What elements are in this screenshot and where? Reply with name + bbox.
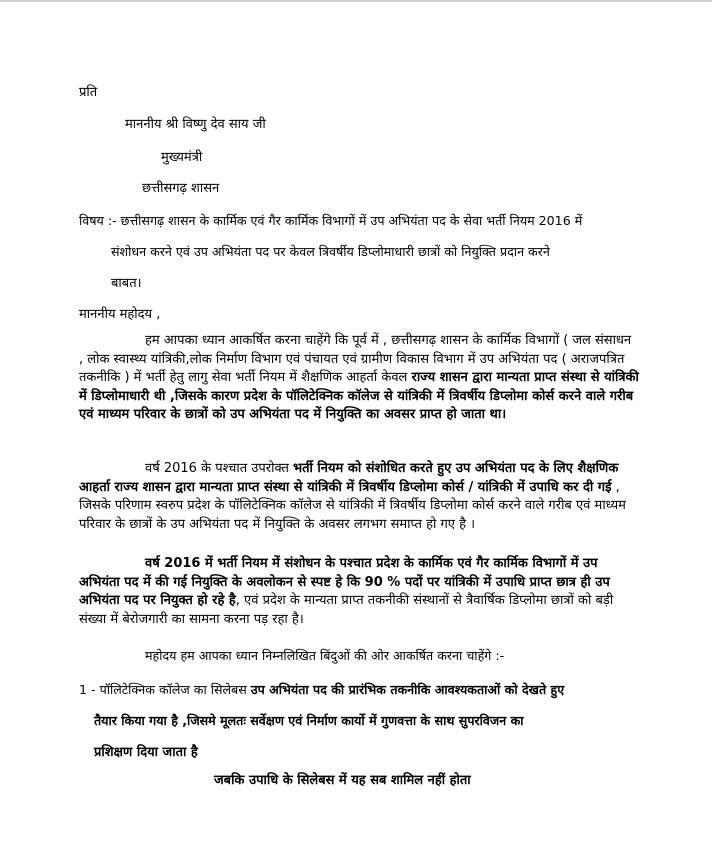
subject-line-1: विषय :- छत्तीसगढ़ शासन के कार्मिक एवं गैर कार्मिक विभागों में उप अभियंता पद के सेवा भर्ती नियम 2016 में: [79, 213, 583, 228]
subject-line-3: बाबत।: [111, 276, 142, 291]
point-1-bold: उप अभियंता पद की प्रारंभिक तकनीकि आवश्यकताओं को देखते हुए: [250, 682, 565, 697]
paragraph-2-text-a: वर्ष 2016 के पश्चात उपरोक्त: [145, 461, 293, 476]
recipient-prefix: प्रति: [79, 85, 98, 100]
addressee-government: छत्तीसगढ़ शासन: [142, 181, 220, 196]
salutation: माननीय महोदय ,: [79, 307, 161, 322]
paragraph-1: [79, 332, 639, 425]
paragraph-1-bold: राज्य शासन द्वारा मान्यता प्राप्त संस्था से यांत्रिकी में डिप्लोमाधारी थी ,जिसके कारण प्रदेश के पॉलिटेक्निक कॉलेज से यांत्रिकी में त्रिवर्षीय डिप्लोमा कोर्स करने वाले गरीब एवं माध्यम परिवार के छात्रों को उप अभियंता पद में नियुक्ति का अवसर प्राप्त हो जाता था।: [79, 370, 639, 422]
point-1-line-2: तैयार किया गया है ,जिसमे मूलतः सर्वेक्षण एवं निर्माण कार्यो में गुणवत्ता के साथ सुपरविजन का: [94, 713, 524, 728]
paragraph-2-bold: भर्ती नियम को संशोधित करते हुए उप अभियंता पद के लिए शैक्षणिक आहर्ता राज्य शासन द्वारा मान्यता प्राप्त संस्था से यांत्रिकी में त्रिवर्षीय डिप्लोमा कोर्स / यांत्रिकी में उपाधि कर दी गई: [79, 461, 619, 495]
paragraph-3: [79, 555, 639, 629]
paragraph-2-text-b: , जिसके परिणाम स्वरुप प्रदेश के पॉलिटेक्निक कॉलेज से यांत्रिकी में त्रिवर्षीय डिप्लोमा कोर्स करने वाले गरीब एवं माध्यम परिवार के छात्रों के उप अभियंता पद में नियुक्ति के अवसर लगभग समाप्त हो गए है ।: [79, 479, 626, 532]
addressee-designation: मुख्यमंत्री: [161, 150, 203, 165]
point-1-line-1: [79, 682, 564, 698]
paragraph-1-text: हम आपका ध्यान आकर्षित करना चाहेंगे कि पूर्व में , छत्तीसगढ़ शासन के कार्मिक विभागों ( जल संसाधन , लोक स्वास्थ्य यांत्रिकी,लोक निर्माण विभाग एवं पंचायत एवं ग्रामीण विकास विभाग में उप अभियंता पद ( अराजपत्रित तकनीकि ) में भर्ती हेतु लागु सेवा भर्ती नियम में शैक्षणिक आहर्ता केवल: [79, 333, 632, 385]
paragraph-2: [79, 460, 639, 534]
paragraph-3-bold: वर्ष 2016 में भर्ती नियम में संशोधन के पश्चात प्रदेश के कार्मिक एवं गैर कार्मिक विभागों में उप अभियंता पद में की गई नियुक्ति के अवलोकन से स्पष्ट हे कि 90 % पदों पर यांत्रिकी में उपाधि प्राप्त छात्र ही उप अभियंता पद पर नियुक्त हो रहे है: [79, 556, 610, 608]
point-1-line-4: जबकि उपाधि के सिलेबस में यह सब शामिल नहीं होता: [214, 773, 471, 788]
subject-line-2: संशोधन करने एवं उप अभियंता पद पर केवल त्रिवर्षीय डिप्लोमाधारी छात्रों को नियुक्ति प्रदान करने: [111, 244, 550, 259]
paragraph-4: महोदय हम आपका ध्यान निम्नलिखित बिंदुओं की ओर आकर्षित करना चाहेंगे :-: [145, 648, 505, 663]
point-1-prefix: 1 - पॉलिटेक्निक कॉलेज का सिलेबस: [79, 682, 251, 697]
point-1-line-3: प्रशिक्षण दिया जाता है: [94, 745, 198, 760]
addressee-name: माननीय श्री विष्णु देव साय जी: [125, 117, 266, 132]
paragraph-3-text: , एवं प्रदेश के मान्यता प्राप्त तकनीकी संस्थानों से त्रैवार्षिक डिप्लोमा छात्रों को बड़ी संख्या में बेरोजगारी का सामना करना पड़ रहा है।: [79, 593, 614, 627]
